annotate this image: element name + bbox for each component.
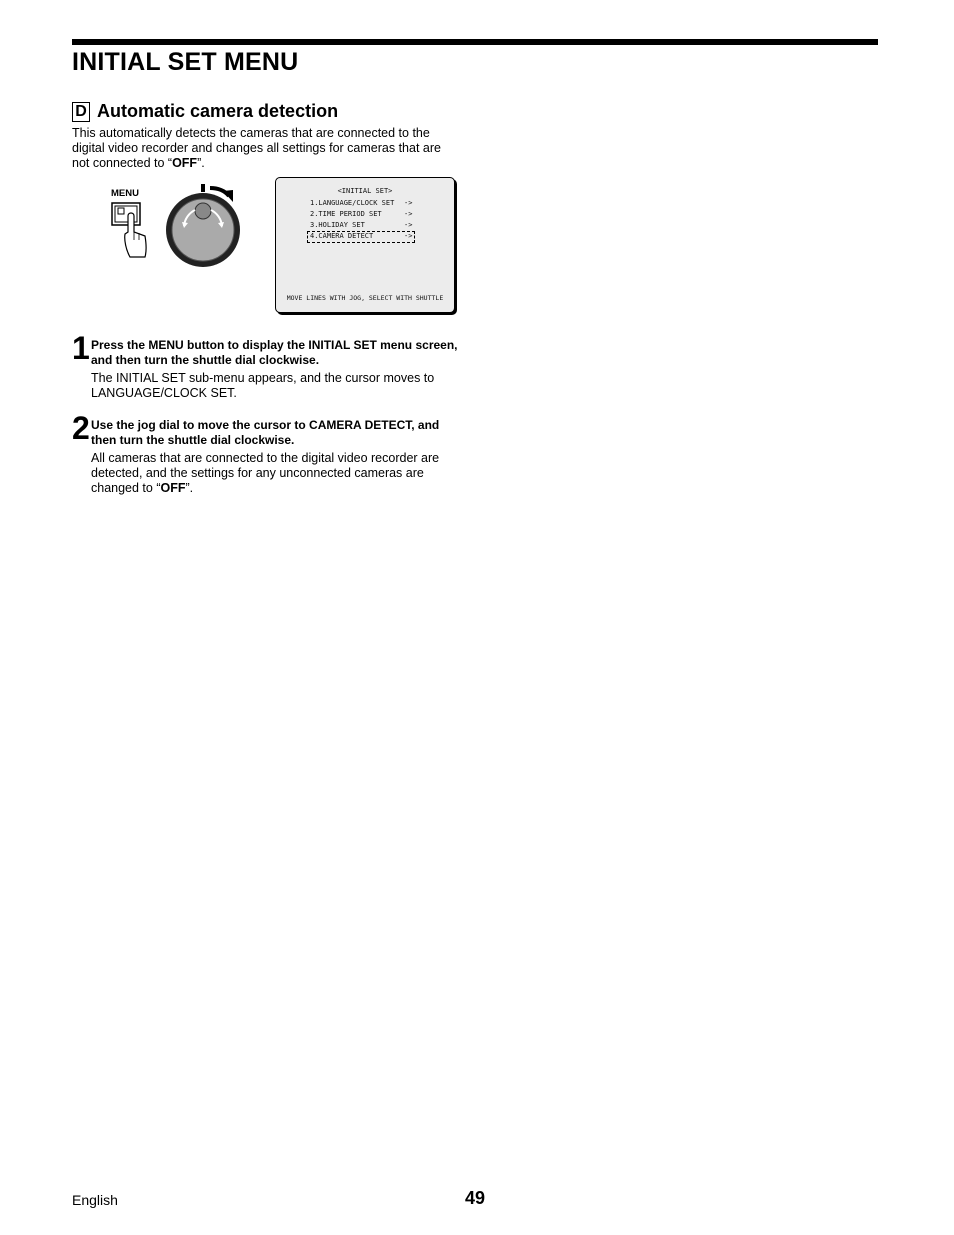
- step-result: [91, 451, 462, 496]
- osd-row-time-period: [310, 210, 413, 218]
- intro-bold-off: OFF: [172, 156, 198, 170]
- footer-language: English: [72, 1192, 118, 1208]
- page-title: INITIAL SET MENU: [72, 48, 299, 76]
- intro-text-end: ”.: [197, 156, 205, 170]
- jog-shuttle-dial-icon: [162, 182, 247, 272]
- osd-row-label: 1.LANGUAGE/CLOCK SET: [310, 199, 395, 207]
- section-title: Automatic camera detection: [97, 101, 339, 121]
- step-result-text-end: ”.: [185, 481, 194, 495]
- osd-row-camera-detect: [310, 232, 413, 240]
- top-rule: [72, 39, 878, 45]
- step-instruction: Use the jog dial to move the cursor to CAMERA DETECT, and then turn the shuttle dial clockwise.: [91, 418, 440, 447]
- step-number: 2: [72, 410, 90, 446]
- illustration: [100, 176, 460, 321]
- section-heading: [72, 101, 338, 122]
- page-number: 49: [465, 1188, 486, 1208]
- intro-paragraph: [72, 126, 452, 171]
- section-letter-box: D: [72, 102, 90, 122]
- initial-set-osd-screen: [275, 177, 455, 313]
- step-result-bold-off: OFF: [160, 481, 186, 495]
- osd-footer: MOVE LINES WITH JOG, SELECT WITH SHUTTLE: [286, 294, 444, 302]
- osd-row-holiday: [310, 221, 413, 229]
- step-number: 1: [72, 330, 90, 366]
- osd-row-arrow: ->: [404, 210, 413, 218]
- osd-row-arrow: ->: [404, 232, 413, 240]
- step-2: [72, 410, 462, 496]
- osd-row-label: 2.TIME PERIOD SET: [310, 210, 382, 218]
- osd-row-language-clock: [310, 199, 413, 207]
- step-1: [72, 330, 462, 401]
- step-instruction: Press the MENU button to display the INITIAL SET menu screen, and then turn the shuttle dial clockwise.: [91, 338, 458, 367]
- menu-button-label: MENU: [111, 188, 139, 199]
- step-result-text: All cameras that are connected to the digital video recorder are detected, and the settings for any unconnected cameras are changed to “: [91, 451, 440, 495]
- osd-title: <INITIAL SET>: [337, 187, 393, 195]
- step-result: The INITIAL SET sub-menu appears, and the cursor moves to LANGUAGE/CLOCK SET.: [91, 371, 435, 400]
- osd-row-arrow: ->: [404, 221, 413, 229]
- intro-text: This automatically detects the cameras that are connected to the digital video recorder and changes all settings for cameras that are not connected to “: [72, 126, 441, 170]
- osd-row-label: 3.HOLIDAY SET: [310, 221, 365, 229]
- osd-row-arrow: ->: [404, 199, 413, 207]
- osd-row-label: 4.CAMERA DETECT: [310, 232, 374, 240]
- menu-button-icon: [110, 202, 150, 262]
